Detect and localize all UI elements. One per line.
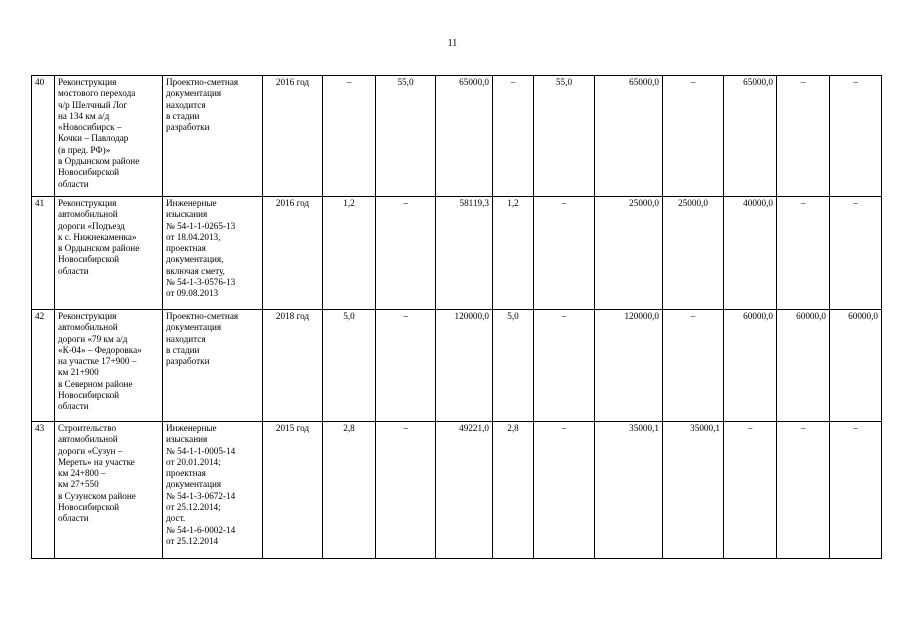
value-cell: – bbox=[830, 76, 882, 197]
value-cell: – bbox=[777, 197, 830, 310]
value-cell: 25000,0 bbox=[663, 197, 724, 310]
project-name: Реконструкция автомобильной дороги «Подъезд к с. Нижнекаменка» в Ордынском районе Новосибирской области bbox=[55, 197, 163, 310]
value-cell: 65000,0 bbox=[595, 76, 663, 197]
row-number: 42 bbox=[32, 310, 55, 422]
value-cell: 35000,1 bbox=[595, 422, 663, 559]
value-cell: – bbox=[777, 422, 830, 559]
value-cell: 35000,1 bbox=[663, 422, 724, 559]
value-cell: – bbox=[534, 310, 595, 422]
value-cell: 65000,0 bbox=[724, 76, 777, 197]
value-cell: 49221,0 bbox=[436, 422, 493, 559]
project-documentation: Проектно-сметная документация находится в стадии разработки bbox=[163, 310, 263, 422]
value-cell: – bbox=[724, 422, 777, 559]
value-cell: 40000,0 bbox=[724, 197, 777, 310]
project-year: 2015 год bbox=[263, 422, 323, 559]
page-number: 11 bbox=[447, 38, 458, 49]
value-cell: 5,0 bbox=[323, 310, 376, 422]
value-cell: – bbox=[493, 76, 534, 197]
value-cell: – bbox=[534, 197, 595, 310]
value-cell: 5,0 bbox=[493, 310, 534, 422]
value-cell: 25000,0 bbox=[595, 197, 663, 310]
value-cell: – bbox=[830, 422, 882, 559]
value-cell: 60000,0 bbox=[777, 310, 830, 422]
value-cell: 2,8 bbox=[323, 422, 376, 559]
project-name: Реконструкция автомобильной дороги «79 км а/д «К-04» – Федоровка» на участке 17+900 – км 21+900 в Северном районе Новосибирской области bbox=[55, 310, 163, 422]
value-cell: 58119,3 bbox=[436, 197, 493, 310]
table-row bbox=[32, 197, 882, 310]
value-cell: – bbox=[376, 422, 436, 559]
value-cell: 120000,0 bbox=[436, 310, 493, 422]
value-cell: 65000,0 bbox=[436, 76, 493, 197]
project-documentation: Инженерные изыскания № 54-1-1-0265-13 от 18.04.2013, проектная документация, включая смету, № 54-1-3-0576-13 от 09.08.2013 bbox=[163, 197, 263, 310]
project-year: 2016 год bbox=[263, 197, 323, 310]
project-documentation: Инженерные изыскания № 54-1-1-0005-14 от 20.01.2014; проектная документация № 54-1-3-0672-14 от 25.12.2014; дост. № 54-1-6-0002-14 от 25.12.2014 bbox=[163, 422, 263, 559]
project-year: 2018 год bbox=[263, 310, 323, 422]
row-number: 43 bbox=[32, 422, 55, 559]
project-year: 2016 год bbox=[263, 76, 323, 197]
value-cell: – bbox=[777, 76, 830, 197]
project-documentation: Проектно-сметная документация находится в стадии разработки bbox=[163, 76, 263, 197]
project-name: Реконструкция мостового перехода ч/р Шелчный Лог на 134 км а/д «Новосибирск – Кочки – Павлодар (в пред. РФ)» в Ордынском районе Новосибирской области bbox=[55, 76, 163, 197]
value-cell: 1,2 bbox=[323, 197, 376, 310]
table-row bbox=[32, 76, 882, 197]
value-cell: 2,8 bbox=[493, 422, 534, 559]
value-cell: – bbox=[376, 310, 436, 422]
value-cell: – bbox=[376, 197, 436, 310]
value-cell: 60000,0 bbox=[830, 310, 882, 422]
value-cell: – bbox=[663, 76, 724, 197]
value-cell: – bbox=[663, 310, 724, 422]
value-cell: 55,0 bbox=[376, 76, 436, 197]
value-cell: – bbox=[534, 422, 595, 559]
road-projects-table bbox=[31, 75, 882, 559]
value-cell: 1,2 bbox=[493, 197, 534, 310]
row-number: 41 bbox=[32, 197, 55, 310]
project-name: Строительство автомобильной дороги «Сузун – Мереть» на участке км 24+800 – км 27+550 в Сузунском районе Новосибирской области bbox=[55, 422, 163, 559]
table-row bbox=[32, 422, 882, 559]
value-cell: 120000,0 bbox=[595, 310, 663, 422]
value-cell: 55,0 bbox=[534, 76, 595, 197]
value-cell: 60000,0 bbox=[724, 310, 777, 422]
row-number: 40 bbox=[32, 76, 55, 197]
value-cell: – bbox=[830, 197, 882, 310]
table-row bbox=[32, 310, 882, 422]
value-cell: – bbox=[323, 76, 376, 197]
